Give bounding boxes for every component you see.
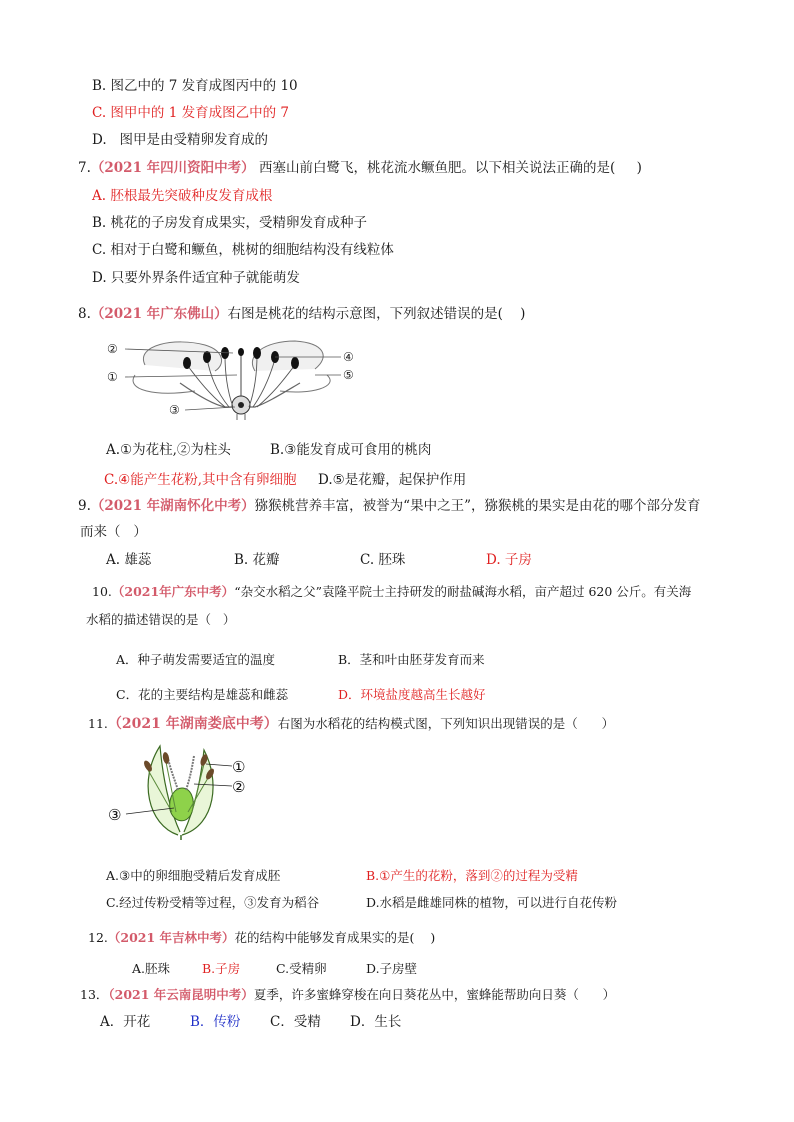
q7-option-d: D. 只要外界条件适宜种子就能萌发 (92, 270, 300, 286)
question-12-stem (88, 929, 435, 947)
question-text: 夏季，许多蜜蜂穿梭在向日葵花丛中，蜜蜂能帮助向日葵（ ） (253, 987, 616, 1002)
q10-option-d: D．环境盐度越高生长越好 (338, 687, 486, 702)
q11-option-b: B.①产生的花粉，落到②的过程为受精 (366, 868, 578, 883)
question-text: 猕猴桃营养丰富，被誉为“果中之王”，猕猴桃的果实是由花的哪个部分发育 (254, 498, 701, 514)
q13-option-b: B．传粉 (190, 1014, 241, 1030)
question-text: 右图是桃花的结构示意图，下列叙述错误的是( ) (227, 306, 526, 322)
question-number: 13． (80, 987, 109, 1002)
question-number: 8. (78, 306, 91, 322)
question-source: （2021 年四川资阳中考） (90, 160, 255, 176)
q9-option-b: B. 花瓣 (234, 552, 280, 568)
question-9-stem (78, 497, 700, 515)
diagram-label: ① (232, 758, 246, 776)
diagram-label: ② (232, 778, 246, 796)
q11-option-a: A.③中的卵细胞受精后发育成胚 (106, 868, 281, 883)
question-source: （2021 年湖南怀化中考） (90, 498, 255, 514)
question-text: 西塞山前白鹭飞，桃花流水鳜鱼肥。以下相关说法正确的是( ) (254, 160, 642, 176)
q12-option-b: B.子房 (202, 961, 241, 976)
diagram-label: ③ (169, 403, 180, 417)
diagram-label: ③ (108, 806, 122, 824)
q10-option-a: A．种子萌发需要适宜的温度 (116, 652, 276, 667)
question-7-stem (78, 159, 642, 177)
question-text: 花的结构中能够发育成果实的是( ) (234, 930, 436, 945)
q13-option-c: C．受精 (270, 1014, 321, 1030)
q12-option-a: A.胚珠 (132, 961, 171, 976)
question-number: 12. (88, 930, 108, 945)
q13-option-a: A．开花 (100, 1014, 151, 1030)
prev-option-c: C. 图甲中的 1 发育成图乙中的 7 (92, 105, 289, 121)
q9-option-c: C. 胚珠 (360, 552, 406, 568)
q8-option-b: B.③能发育成可食用的桃肉 (270, 442, 432, 458)
q7-option-a: A. 胚根最先突破种皮发育成根 (92, 188, 273, 204)
q9-option-d: D. 子房 (486, 552, 532, 568)
q12-option-d: D.子房壁 (366, 961, 418, 976)
question-source: （2021 年湖南娄底中考） (107, 716, 278, 732)
q8-option-c: C.④能产生花粉,其中含有卵细胞 (104, 472, 297, 488)
question-text: 右图为水稻花的结构模式图，下列知识出现错误的是（ ） (277, 716, 615, 731)
question-8-stem (78, 305, 525, 323)
question-number: 9. (78, 498, 91, 514)
q10-option-c: C．花的主要结构是雄蕊和雌蕊 (116, 687, 289, 702)
question-text: “杂交水稻之父”袁隆平院士主持研发的耐盐碱海水稻，亩产超过 620 公斤。有关海 (234, 584, 692, 599)
rice-flower-diagram (108, 740, 260, 840)
q11-option-c: C.经过传粉受精等过程，③发育为稻谷 (106, 895, 320, 910)
question-source: （2021 年广东佛山） (90, 306, 228, 322)
diagram-label: ⑤ (343, 368, 354, 382)
q8-option-a: A.①为花柱,②为柱头 (106, 442, 231, 458)
diagram-label: ④ (343, 350, 354, 364)
question-number: 7. (78, 160, 91, 176)
question-number: 10. (92, 584, 112, 599)
question-10-stem (92, 583, 691, 601)
q11-option-d: D.水稻是雌雄同株的植物，可以进行自花传粉 (366, 895, 618, 910)
q9-option-a: A. 雄蕊 (106, 552, 152, 568)
question-source: （2021 年吉林中考） (107, 930, 235, 945)
question-source: （2021年广东中考） (111, 584, 235, 599)
q10-option-b: B．茎和叶由胚芽发育而来 (338, 652, 485, 667)
question-9-stem-cont: 而来（ ） (80, 524, 147, 540)
q13-option-d: D．生长 (350, 1014, 402, 1030)
diagram-label: ② (107, 342, 118, 356)
q8-option-d: D.⑤是花瓣，起保护作用 (318, 472, 467, 488)
q12-option-c: C.受精卵 (276, 961, 327, 976)
prev-option-b: B. 图乙中的 7 发育成图丙中的 10 (92, 78, 298, 94)
question-11-stem (88, 715, 614, 733)
prev-option-d: D. 图甲是由受精卵发育成的 (92, 132, 269, 148)
question-number: 11. (88, 716, 108, 731)
question-13-stem (80, 986, 615, 1004)
peach-flower-diagram (105, 335, 370, 420)
question-10-stem-cont: 水稻的描述错误的是（ ） (86, 612, 236, 627)
q7-option-c: C. 相对于白鹭和鳜鱼，桃树的细胞结构没有线粒体 (92, 242, 394, 258)
question-source: （2021 年云南昆明中考） (108, 987, 254, 1002)
diagram-label: ① (107, 370, 118, 384)
q7-option-b: B. 桃花的子房发育成果实，受精卵发育成种子 (92, 215, 368, 231)
